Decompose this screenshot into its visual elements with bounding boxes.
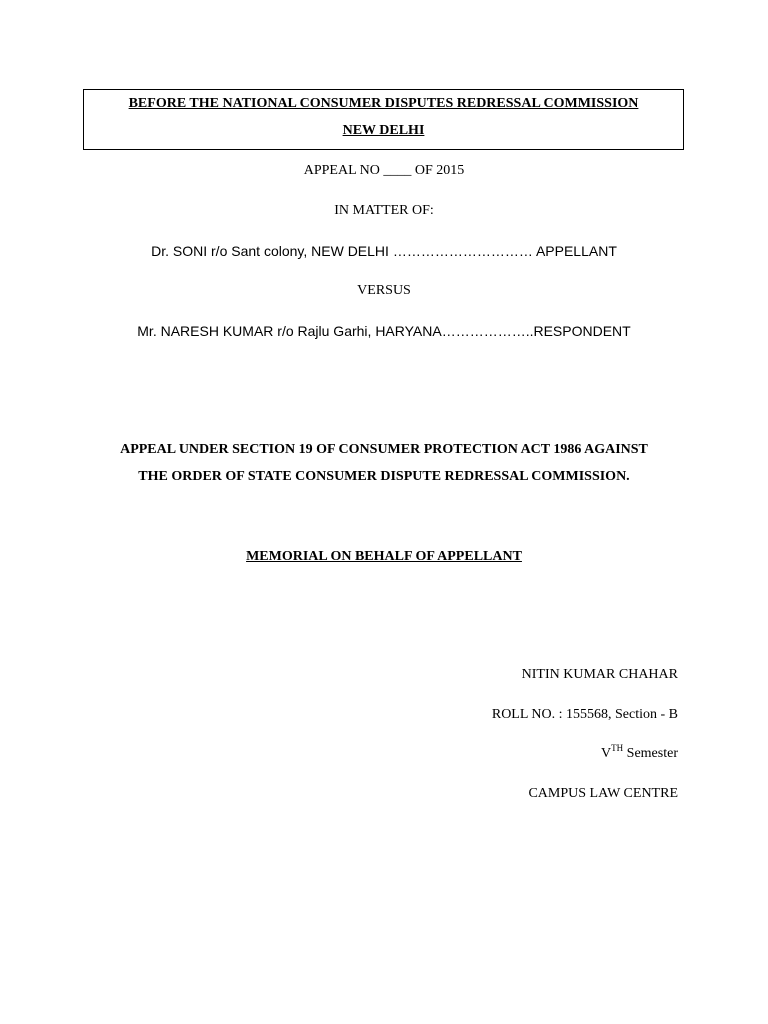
semester-superscript: TH: [611, 743, 624, 753]
institution: CAMPUS LAW CENTRE: [528, 786, 678, 801]
semester-number: V: [601, 746, 612, 761]
versus: VERSUS: [357, 283, 411, 298]
commission-title: BEFORE THE NATIONAL CONSUMER DISPUTES REDRESSAL COMMISSION: [128, 96, 639, 111]
appellant-line: Dr. SONI r/o Sant colony, NEW DELHI ………………………… APPELLANT: [151, 243, 617, 259]
in-matter-of: IN MATTER OF:: [334, 203, 434, 218]
author-name: NITIN KUMAR CHAHAR: [521, 667, 678, 682]
appeal-heading-line1: APPEAL UNDER SECTION 19 OF CONSUMER PROTECTION ACT 1986 AGAINST: [120, 442, 648, 457]
commission-location: NEW DELHI: [342, 123, 425, 138]
semester: [601, 743, 678, 762]
memorial-heading: MEMORIAL ON BEHALF OF APPELLANT: [246, 549, 522, 564]
title-box: [83, 89, 684, 150]
appeal-heading-line2: THE ORDER OF STATE CONSUMER DISPUTE REDRESSAL COMMISSION.: [138, 469, 630, 484]
appeal-number: APPEAL NO ____ OF 2015: [303, 163, 465, 178]
semester-label: Semester: [623, 746, 678, 761]
roll-number: ROLL NO. : 155568, Section - B: [491, 707, 678, 722]
respondent-line: Mr. NARESH KUMAR r/o Rajlu Garhi, HARYANA………………..RESPONDENT: [137, 323, 631, 339]
